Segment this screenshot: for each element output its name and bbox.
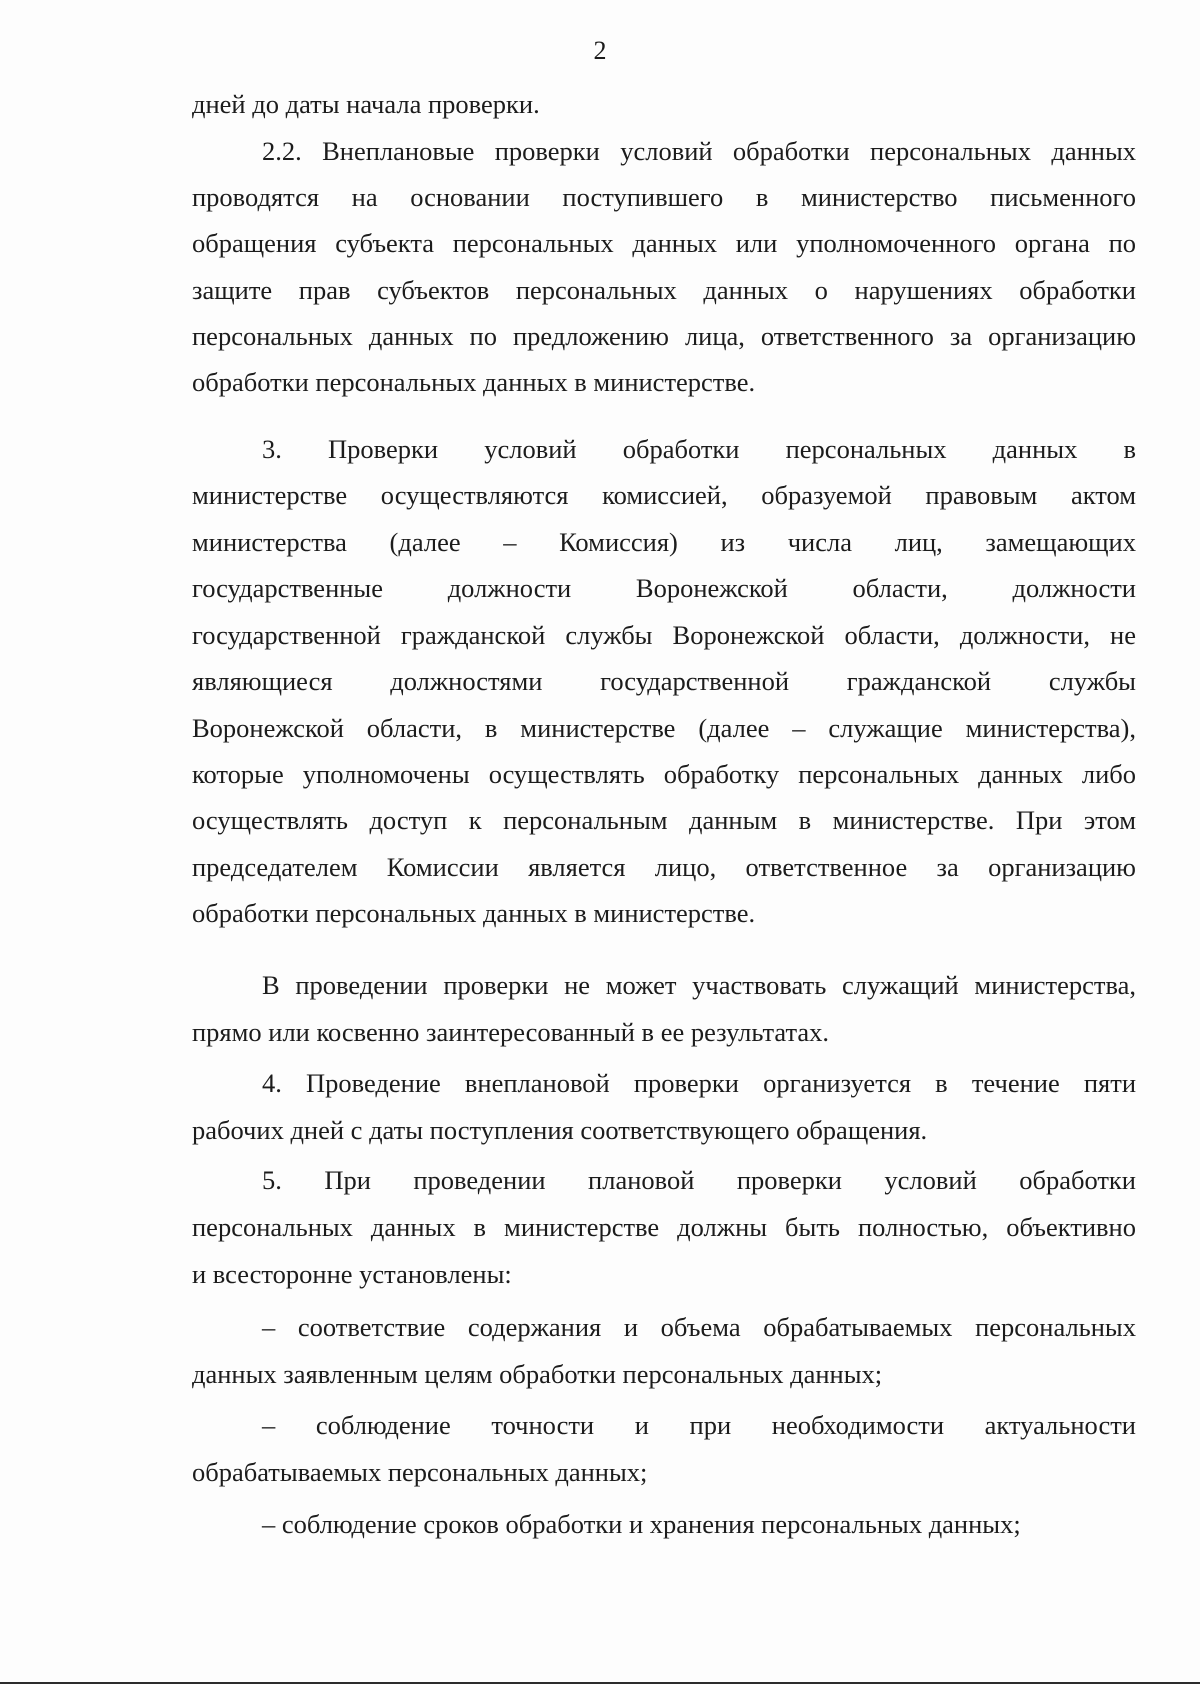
text-line: рабочих дней с даты поступления соответствующего обращения.: [192, 1115, 928, 1145]
text-line: 3. Проверки условий обработки персональных данных в: [262, 434, 1136, 464]
text-line: государственные должности Воронежской области, должности: [192, 573, 1136, 603]
text-line: прямо или косвенно заинтересованный в ее результатах.: [192, 1017, 829, 1047]
text-line: – соответствие содержания и объема обрабатываемых персональных: [262, 1312, 1136, 1342]
text-line: являющиеся должностями государственной гражданской службы: [192, 666, 1136, 696]
text-line: проводятся на основании поступившего в министерство письменного: [192, 182, 1136, 212]
text-line: защите прав субъектов персональных данных о нарушениях обработки: [192, 275, 1136, 305]
text-line: государственной гражданской службы Воронежской области, должности, не: [192, 620, 1136, 650]
text-line: персональных данных в министерстве должны быть полностью, объективно: [192, 1212, 1136, 1242]
text-line: которые уполномочены осуществлять обработку персональных данных либо: [192, 759, 1136, 789]
text-line: персональных данных по предложению лица, ответственного за организацию: [192, 321, 1136, 351]
text-line: министерстве осуществляются комиссией, образуемой правовым актом: [192, 480, 1136, 510]
text-line: В проведении проверки не может участвовать служащий министерства,: [262, 970, 1136, 1000]
text-line: 2.2. Внеплановые проверки условий обработки персональных данных: [262, 136, 1136, 166]
text-line: осуществлять доступ к персональным данным в министерстве. При этом: [192, 805, 1136, 835]
bottom-edge-line: [0, 1682, 1200, 1684]
text-line: обработки персональных данных в министерстве.: [192, 367, 756, 397]
text-line: председателем Комиссии является лицо, ответственное за организацию: [192, 852, 1136, 882]
text-line: 4. Проведение внеплановой проверки организуется в течение пяти: [262, 1068, 1136, 1098]
page-number: 2: [593, 36, 607, 65]
text-line: дней до даты начала проверки.: [192, 89, 540, 119]
text-line: – соблюдение сроков обработки и хранения персональных данных;: [262, 1509, 1021, 1539]
text-line: и всесторонне установлены:: [192, 1259, 512, 1289]
text-line: Воронежской области, в министерстве (далее – служащие министерства),: [192, 713, 1136, 743]
text-line: министерства (далее – Комиссия) из числа лиц, замещающих: [192, 527, 1136, 557]
text-line: обращения субъекта персональных данных или уполномоченного органа по: [192, 228, 1136, 258]
text-line: обработки персональных данных в министерстве.: [192, 898, 756, 928]
text-line: обрабатываемых персональных данных;: [192, 1457, 648, 1487]
text-line: – соблюдение точности и при необходимости актуальности: [262, 1410, 1136, 1440]
text-line: 5. При проведении плановой проверки условий обработки: [262, 1165, 1136, 1195]
text-line: данных заявленным целям обработки персональных данных;: [192, 1359, 883, 1389]
